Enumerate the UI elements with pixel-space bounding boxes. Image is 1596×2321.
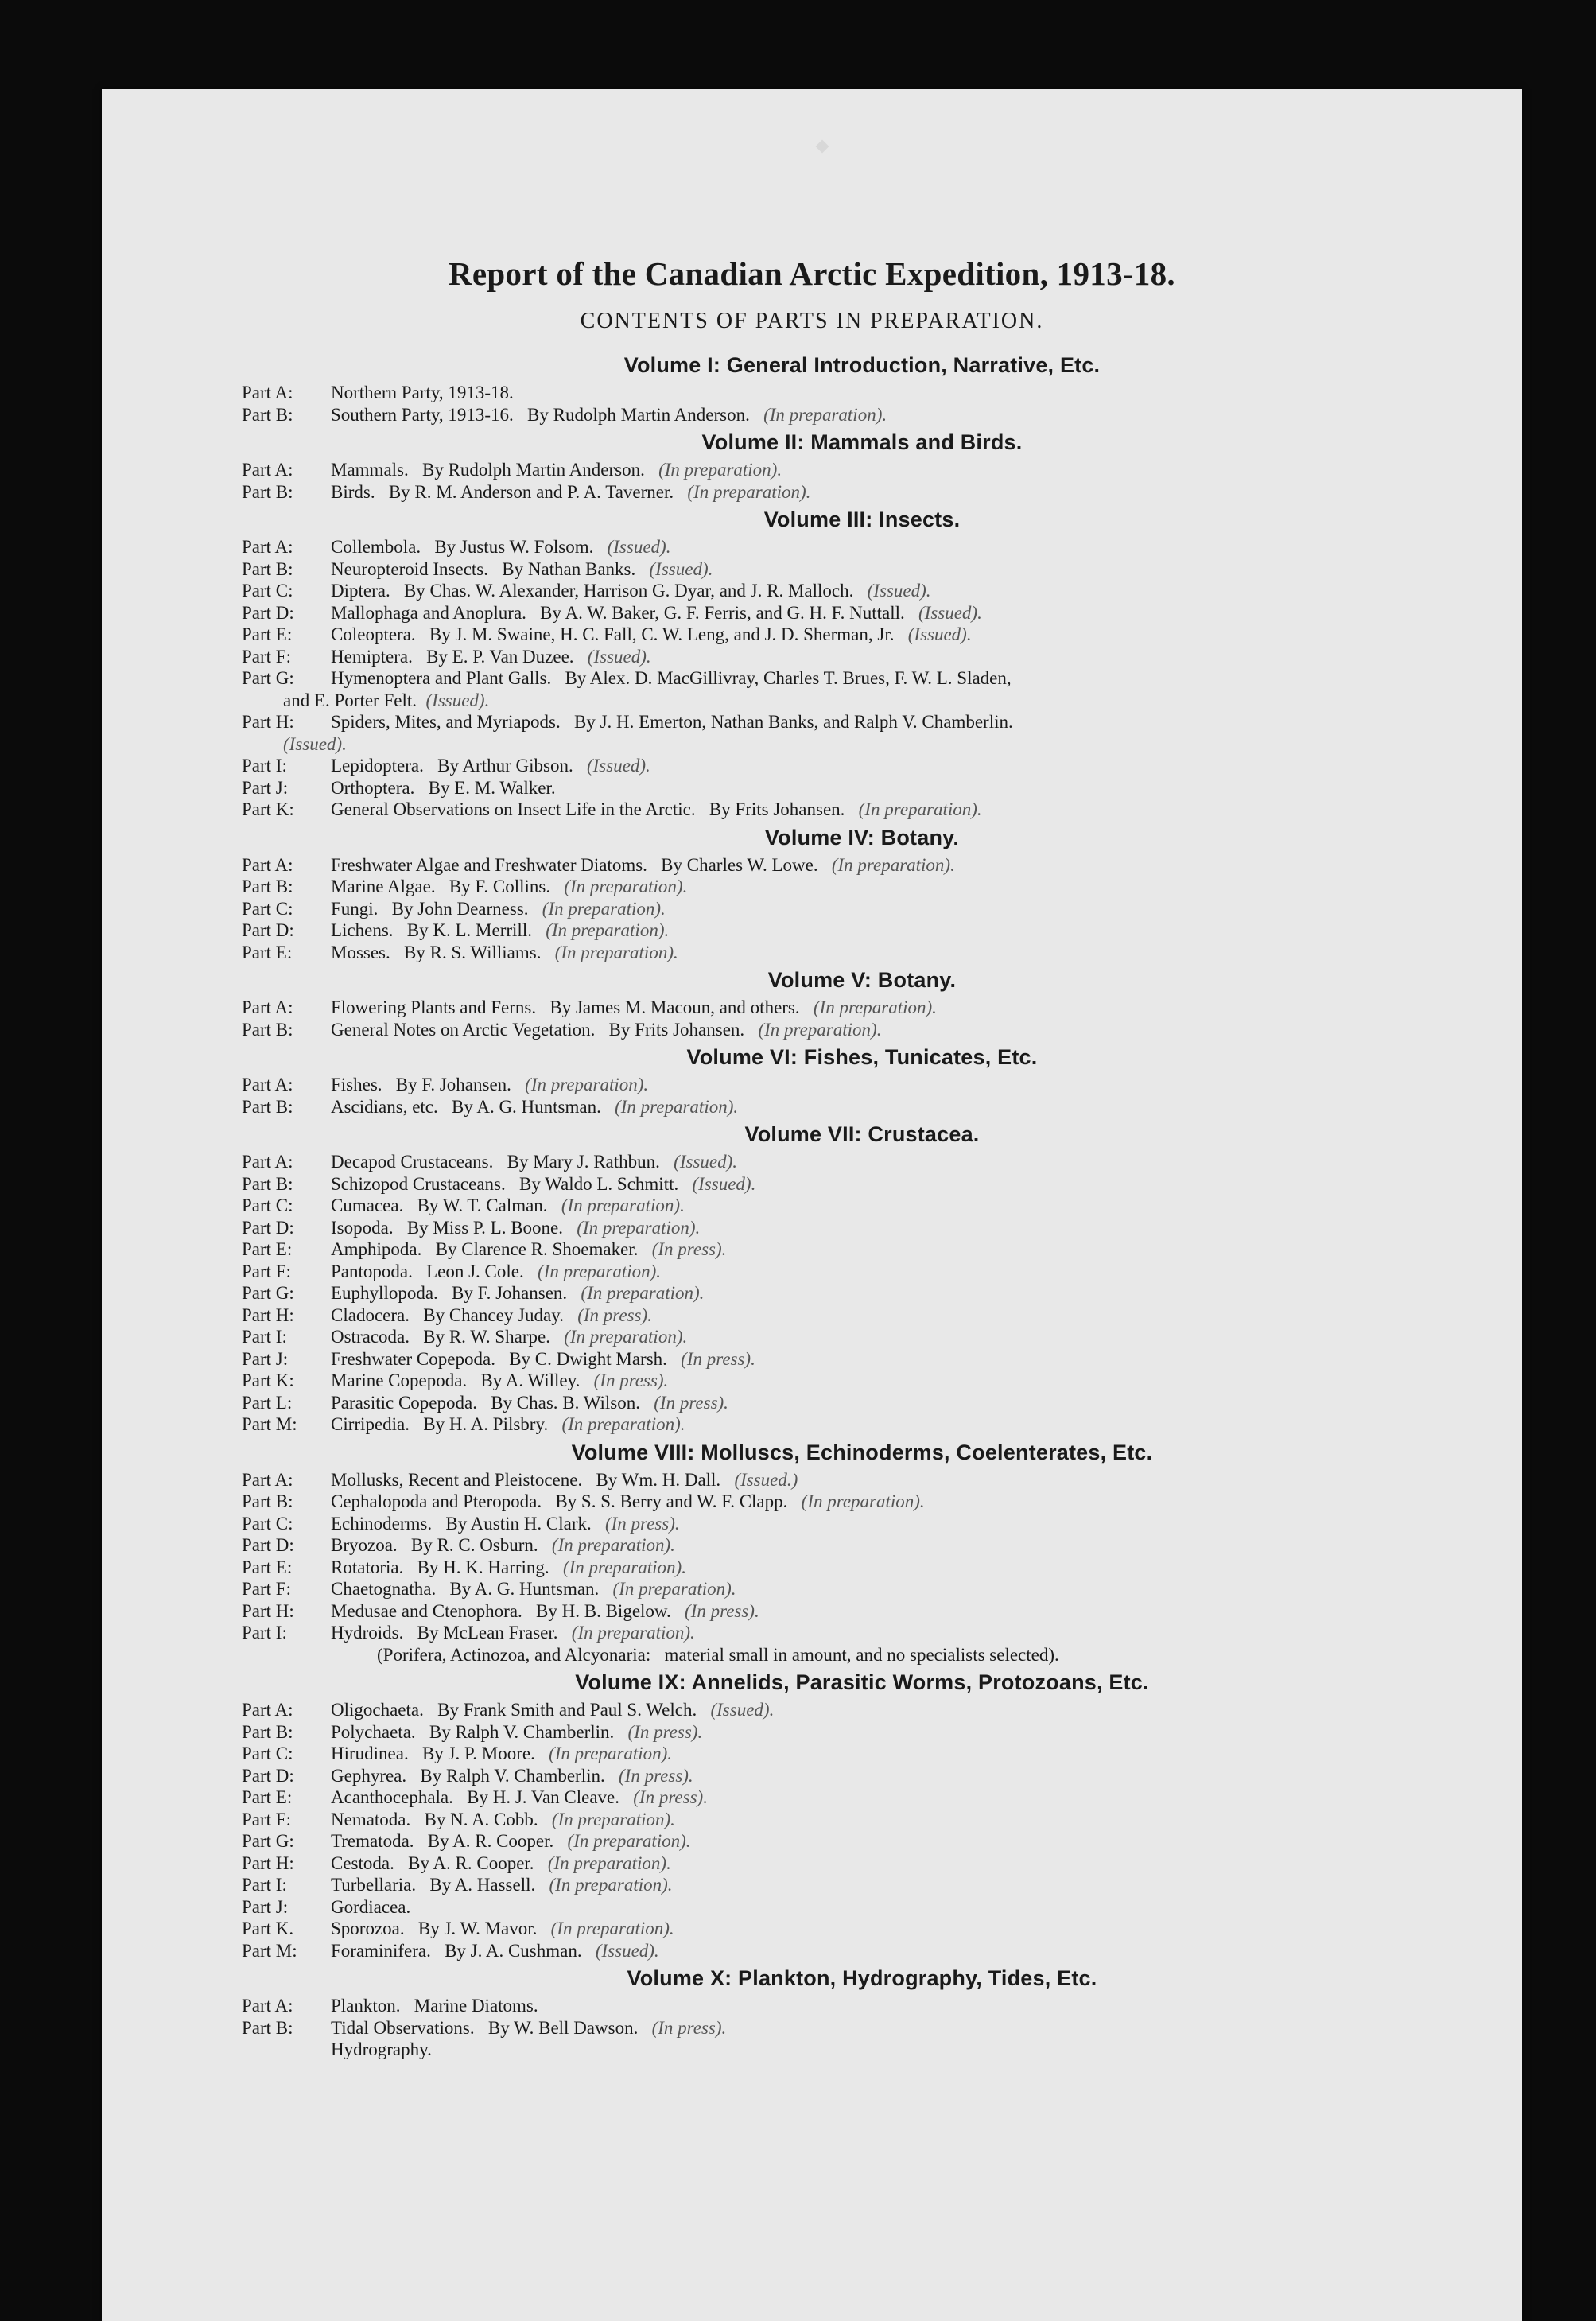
part-text: Polychaeta. By Ralph V. Chamberlin. — [331, 1721, 615, 1742]
part-entry — [242, 1600, 1482, 1623]
part-text: Cephalopoda and Pteropoda. By S. S. Berry and W. F. Clapp. — [331, 1491, 788, 1511]
part-entry — [242, 1896, 1482, 1919]
part-status: (In preparation). — [551, 1535, 675, 1555]
part-status: (Issued). — [607, 537, 671, 557]
part-entry — [242, 1513, 1482, 1535]
part-text: Rotatoria. By H. K. Harring. — [331, 1557, 549, 1577]
part-status: (In preparation). — [538, 1261, 662, 1281]
part-continuation — [242, 690, 1482, 712]
part-status: (Issued.) — [734, 1469, 798, 1490]
part-status: (In preparation). — [562, 1557, 686, 1577]
part-label: Part F: — [242, 1579, 291, 1599]
part-status: (In preparation). — [801, 1491, 925, 1511]
part-status: (In preparation). — [561, 1195, 685, 1215]
part-text: Cumacea. By W. T. Calman. — [331, 1195, 548, 1215]
part-label: Part B: — [242, 1096, 293, 1117]
part-status: (In preparation). — [577, 1217, 701, 1238]
part-label: Part J: — [242, 1348, 289, 1369]
part-label: Part H: — [242, 1304, 294, 1325]
part-entry — [242, 1578, 1482, 1600]
part-text: Tidal Observations. By W. Bell Dawson. — [331, 2017, 639, 2038]
part-label: Part B: — [242, 1173, 293, 1194]
volume-heading: Volume VIII: Molluscs, Echinoderms, Coelenterates, Etc. — [571, 1440, 1153, 1464]
punch-mark — [816, 140, 829, 154]
part-entry — [242, 1786, 1482, 1809]
part-label: Part A: — [242, 1152, 293, 1172]
part-status: (Issued). — [907, 624, 972, 644]
part-entry — [242, 536, 1482, 558]
part-status: (In preparation). — [554, 942, 678, 962]
part-text: Medusae and Ctenophora. By H. B. Bigelow. — [331, 1600, 671, 1621]
part-status: (Issued). — [867, 581, 931, 601]
part-status: (In preparation). — [763, 404, 887, 425]
part-entry — [242, 1721, 1482, 1744]
part-text: Freshwater Copepoda. By C. Dwight Marsh. — [331, 1348, 667, 1369]
part-entry — [242, 624, 1482, 646]
part-status: (In press). — [651, 1239, 727, 1259]
part-label: Part H: — [242, 1600, 294, 1621]
part-label: Part C: — [242, 581, 293, 601]
part-label: Part A: — [242, 1075, 293, 1094]
part-text: Fungi. By John Dearness. — [331, 898, 529, 919]
part-status: (In preparation). — [687, 481, 811, 502]
part-label: Part D: — [242, 1535, 294, 1555]
part-status: (In press). — [654, 1392, 728, 1413]
part-entry — [242, 1173, 1482, 1195]
part-entry — [242, 1699, 1482, 1721]
part-entry — [242, 2017, 1482, 2039]
volume-heading: Volume VI: Fishes, Tunicates, Etc. — [686, 1045, 1038, 1069]
part-text: Oligochaeta. By Frank Smith and Paul S. Welch. — [331, 1700, 697, 1720]
part-status: (In press). — [619, 1765, 693, 1786]
part-label: Part A: — [242, 537, 293, 557]
part-status: (In preparation). — [612, 1579, 736, 1599]
part-status: (Issued). — [918, 602, 982, 623]
document-page — [102, 89, 1522, 2321]
part-text: Northern Party, 1913-18. — [331, 383, 514, 402]
part-text: Hymenoptera and Plant Galls. By Alex. D. MacGillivray, Charles T. Brues, F. W. L. Sladen, — [331, 668, 1012, 688]
part-status: (In preparation). — [547, 1853, 671, 1873]
part-status: (In preparation). — [551, 1809, 675, 1829]
part-status: (In preparation). — [549, 1875, 673, 1895]
part-text: Marine Copepoda. By A. Willey. — [331, 1370, 581, 1390]
part-text: Cirripedia. By H. A. Pilsbry. — [331, 1414, 549, 1434]
part-entry — [242, 1534, 1482, 1557]
part-entry — [242, 1469, 1482, 1491]
part-entry — [242, 1096, 1482, 1118]
part-label: Part B: — [242, 1721, 293, 1742]
part-entry — [242, 1918, 1482, 1940]
part-status: (In preparation). — [546, 920, 670, 940]
part-text: Cladocera. By Chancey Juday. — [331, 1304, 564, 1325]
continuation-text: (Porifera, Actinozoa, and Alcyonaria: material small in amount, and no specialists selected). — [377, 1644, 1059, 1665]
part-text: Southern Party, 1913-16. By Rudolph Martin Anderson. — [331, 404, 750, 425]
contents-list — [242, 348, 1482, 2061]
part-text: Mallophaga and Anoplura. By A. W. Baker, G. F. Ferris, and G. H. F. Nuttall. — [331, 602, 905, 623]
part-entry — [242, 1151, 1482, 1173]
part-entry — [242, 942, 1482, 964]
part-status: (In preparation). — [564, 1327, 688, 1347]
part-label: Part M: — [242, 1414, 297, 1434]
part-label: Part F: — [242, 1809, 291, 1829]
part-status: (In press). — [593, 1370, 669, 1390]
part-text: Isopoda. By Miss P. L. Boone. — [331, 1217, 563, 1238]
part-entry — [242, 580, 1482, 602]
part-label: Part D: — [242, 920, 294, 940]
part-entry — [242, 382, 1482, 404]
part-text: Neuropteroid Insects. By Nathan Banks. — [331, 558, 636, 579]
part-entry — [242, 1765, 1482, 1787]
part-label: Part E: — [242, 942, 293, 962]
part-label: Part F: — [242, 1261, 291, 1281]
part-status: (In preparation). — [581, 1283, 705, 1303]
part-label: Part K. — [242, 1919, 294, 1938]
part-entry — [242, 1304, 1482, 1327]
part-text: Plankton. Marine Diatoms. — [331, 1996, 538, 2016]
part-label: Part B: — [242, 404, 293, 425]
part-status: (In preparation). — [758, 1019, 882, 1040]
part-entry — [242, 919, 1482, 942]
part-label: Part E: — [242, 1787, 293, 1807]
volume-heading: Volume VII: Crustacea. — [744, 1122, 980, 1146]
part-text: Gephyrea. By Ralph V. Chamberlin. — [331, 1765, 605, 1786]
volume-heading: Volume V: Botany. — [767, 968, 957, 992]
part-entry — [242, 1217, 1482, 1239]
part-entry — [242, 876, 1482, 898]
part-label: Part J: — [242, 777, 289, 798]
part-label: Part E: — [242, 624, 293, 644]
part-label: Part B: — [242, 2017, 293, 2038]
part-continuation — [242, 1644, 1482, 1666]
part-text: Echinoderms. By Austin H. Clark. — [331, 1513, 592, 1534]
part-label: Part I: — [242, 756, 287, 776]
part-entry — [242, 667, 1482, 690]
part-status: (In preparation). — [542, 898, 666, 919]
part-text: Orthoptera. By E. M. Walker. — [331, 777, 556, 798]
part-status: (In preparation). — [567, 1831, 691, 1851]
part-entry — [242, 1557, 1482, 1579]
part-status: (In preparation). — [831, 854, 955, 875]
part-text: Schizopod Crustaceans. By Waldo L. Schmitt. — [331, 1173, 679, 1194]
part-entry — [242, 1830, 1482, 1853]
part-status: (Issued). — [674, 1152, 738, 1172]
part-entry — [242, 1326, 1482, 1348]
part-text: Trematoda. By A. R. Cooper. — [331, 1831, 554, 1851]
part-label: Part I: — [242, 1623, 287, 1643]
part-status: (In preparation). — [525, 1075, 649, 1094]
part-text: Parasitic Copepoda. By Chas. B. Wilson. — [331, 1392, 640, 1413]
part-text: General Observations on Insect Life in the Arctic. By Frits Johansen. — [331, 799, 845, 819]
part-status: (In preparation). — [571, 1623, 695, 1643]
part-entry — [242, 1074, 1482, 1096]
part-label: Part L: — [242, 1392, 293, 1413]
part-status: (In press). — [577, 1304, 652, 1325]
part-entry — [242, 1995, 1482, 2017]
part-entry — [242, 1195, 1482, 1217]
part-entry — [242, 755, 1482, 777]
part-entry — [242, 404, 1482, 426]
part-text: Mosses. By R. S. Williams. — [331, 942, 542, 962]
part-text: Marine Algae. By F. Collins. — [331, 877, 551, 896]
part-label: Part A: — [242, 1996, 293, 2016]
part-label: Part C: — [242, 1195, 293, 1215]
part-text: Bryozoa. By R. C. Osburn. — [331, 1535, 538, 1555]
part-status: (In preparation). — [550, 1919, 674, 1938]
part-label: Part I: — [242, 1327, 287, 1347]
part-status: (In press). — [651, 2017, 727, 2038]
part-text: Chaetognatha. By A. G. Huntsman. — [331, 1579, 600, 1599]
part-label: Part G: — [242, 668, 294, 688]
part-label: Part B: — [242, 481, 293, 502]
part-text: Birds. By R. M. Anderson and P. A. Taverner. — [331, 481, 674, 502]
part-label: Part B: — [242, 877, 293, 896]
part-text: Hirudinea. By J. P. Moore. — [331, 1744, 535, 1763]
part-entry — [242, 1874, 1482, 1896]
part-text: Diptera. By Chas. W. Alexander, Harrison G. Dyar, and J. R. Malloch. — [331, 581, 854, 601]
part-label: Part D: — [242, 1217, 294, 1238]
part-entry — [242, 1853, 1482, 1875]
part-label: Part B: — [242, 1019, 293, 1040]
part-label: Part K: — [242, 1370, 294, 1390]
part-text: Coleoptera. By J. M. Swaine, H. C. Fall, C. W. Leng, and J. D. Sherman, Jr. — [331, 624, 895, 644]
part-status: (In press). — [604, 1513, 680, 1534]
part-label: Part A: — [242, 1469, 293, 1490]
part-label: Part B: — [242, 558, 293, 579]
part-text: Collembola. By Justus W. Folsom. — [331, 537, 594, 557]
part-label: Part C: — [242, 898, 293, 919]
part-text: Mammals. By Rudolph Martin Anderson. — [331, 460, 645, 480]
continuation-text: and E. Porter Felt. — [283, 690, 417, 710]
continuation-text: Hydrography. — [331, 2039, 432, 2059]
part-text: Decapod Crustaceans. By Mary J. Rathbun. — [331, 1152, 660, 1172]
part-status: (In press). — [685, 1600, 759, 1621]
part-entry — [242, 1261, 1482, 1283]
part-label: Part H: — [242, 1853, 294, 1873]
part-status: (In preparation). — [658, 460, 782, 480]
part-text: Euphyllopoda. By F. Johansen. — [331, 1283, 568, 1303]
part-status: (Issued). — [595, 1940, 659, 1961]
page-title: Report of the Canadian Arctic Expedition, 1913-18. — [449, 255, 1175, 292]
part-status: (Issued). — [710, 1700, 775, 1720]
volume-heading: Volume II: Mammals and Birds. — [701, 430, 1023, 454]
part-label: Part D: — [242, 602, 294, 623]
part-text: Mollusks, Recent and Pleistocene. By Wm. H. Dall. — [331, 1469, 721, 1490]
part-status: (In press). — [627, 1721, 703, 1742]
part-label: Part A: — [242, 460, 293, 480]
volume-heading: Volume I: General Introduction, Narrative, Etc. — [623, 353, 1101, 377]
part-entry — [242, 558, 1482, 581]
part-text: General Notes on Arctic Vegetation. By Frits Johansen. — [331, 1019, 745, 1040]
part-label: Part E: — [242, 1557, 293, 1577]
part-text: Cestoda. By A. R. Cooper. — [331, 1853, 534, 1873]
part-text: Spiders, Mites, and Myriapods. By J. H. Emerton, Nathan Banks, and Ralph V. Chamberlin. — [331, 712, 1013, 732]
part-status: (Issued). — [586, 756, 650, 776]
part-label: Part A: — [242, 383, 293, 402]
part-label: Part H: — [242, 712, 294, 732]
part-continuation — [242, 733, 1482, 756]
part-label: Part B: — [242, 1491, 293, 1511]
part-entry — [242, 1743, 1482, 1765]
part-text: Gordiacea. — [331, 1896, 411, 1917]
part-text: Ostracoda. By R. W. Sharpe. — [331, 1327, 550, 1347]
part-label: Part C: — [242, 1513, 293, 1534]
part-status: (In press). — [633, 1787, 708, 1807]
part-text: Amphipoda. By Clarence R. Shoemaker. — [331, 1239, 639, 1259]
part-entry — [242, 1392, 1482, 1414]
part-label: Part A: — [242, 1700, 293, 1720]
part-entry — [242, 799, 1482, 821]
part-entry — [242, 898, 1482, 920]
part-label: Part A: — [242, 854, 293, 875]
part-entry — [242, 777, 1482, 799]
part-text: Fishes. By F. Johansen. — [331, 1075, 511, 1094]
part-label: Part F: — [242, 646, 291, 667]
part-entry — [242, 1370, 1482, 1392]
part-text: Lichens. By K. L. Merrill. — [331, 920, 532, 940]
part-entry — [242, 1019, 1482, 1041]
part-entry — [242, 1940, 1482, 1962]
part-status: (In preparation). — [858, 799, 982, 819]
part-text: Hydroids. By McLean Fraser. — [331, 1623, 558, 1643]
continuation-status: (Issued). — [425, 690, 490, 710]
part-label: Part E: — [242, 1239, 293, 1259]
part-entry — [242, 1238, 1482, 1261]
part-label: Part D: — [242, 1765, 294, 1786]
part-status: (In preparation). — [564, 877, 688, 896]
part-continuation — [242, 2039, 1482, 2061]
volume-heading: Volume IX: Annelids, Parasitic Worms, Protozoans, Etc. — [575, 1670, 1149, 1694]
part-text: Freshwater Algae and Freshwater Diatoms. By Charles W. Lowe. — [331, 854, 818, 875]
part-text: Ascidians, etc. By A. G. Huntsman. — [331, 1096, 601, 1117]
part-label: Part G: — [242, 1283, 294, 1303]
part-entry — [242, 1348, 1482, 1370]
part-entry — [242, 997, 1482, 1019]
part-text: Nematoda. By N. A. Cobb. — [331, 1809, 538, 1829]
volume-heading: Volume X: Plankton, Hydrography, Tides, Etc. — [627, 1966, 1097, 1990]
part-status: (In preparation). — [561, 1414, 685, 1434]
part-label: Part C: — [242, 1744, 293, 1763]
part-entry — [242, 854, 1482, 877]
part-entry — [242, 459, 1482, 481]
part-text: Lepidoptera. By Arthur Gibson. — [331, 756, 573, 776]
part-entry — [242, 1622, 1482, 1644]
part-entry — [242, 1809, 1482, 1831]
part-label: Part G: — [242, 1831, 294, 1851]
volume-heading: Volume IV: Botany. — [764, 825, 960, 849]
continuation-status: (Issued). — [283, 733, 347, 754]
part-text: Hemiptera. By E. P. Van Duzee. — [331, 646, 574, 667]
part-entry — [242, 1413, 1482, 1436]
part-status: (Issued). — [692, 1173, 756, 1194]
part-entry — [242, 711, 1482, 733]
part-text: Acanthocephala. By H. J. Van Cleave. — [331, 1787, 620, 1807]
page-subtitle: CONTENTS OF PARTS IN PREPARATION. — [580, 309, 1044, 333]
part-status: (Issued). — [587, 646, 651, 667]
part-text: Sporozoa. By J. W. Mavor. — [331, 1919, 538, 1938]
part-status: (In press). — [681, 1348, 755, 1369]
part-status: (In preparation). — [615, 1096, 739, 1117]
part-label: Part K: — [242, 799, 294, 819]
part-entry — [242, 481, 1482, 503]
part-text: Pantopoda. Leon J. Cole. — [331, 1261, 524, 1281]
part-label: Part M: — [242, 1940, 297, 1961]
part-label: Part A: — [242, 997, 293, 1017]
part-text: Flowering Plants and Ferns. By James M. Macoun, and others. — [331, 997, 800, 1017]
part-entry — [242, 602, 1482, 624]
volume-heading: Volume III: Insects. — [763, 507, 961, 531]
part-text: Foraminifera. By J. A. Cushman. — [331, 1940, 582, 1961]
part-status: (Issued). — [649, 558, 713, 579]
part-text: Turbellaria. By A. Hassell. — [331, 1875, 536, 1895]
part-entry — [242, 646, 1482, 668]
part-entry — [242, 1282, 1482, 1304]
part-label: Part J: — [242, 1896, 289, 1917]
part-status: (In preparation). — [549, 1744, 673, 1763]
part-entry — [242, 1491, 1482, 1513]
part-label: Part I: — [242, 1875, 287, 1895]
part-status: (In preparation). — [813, 997, 937, 1017]
